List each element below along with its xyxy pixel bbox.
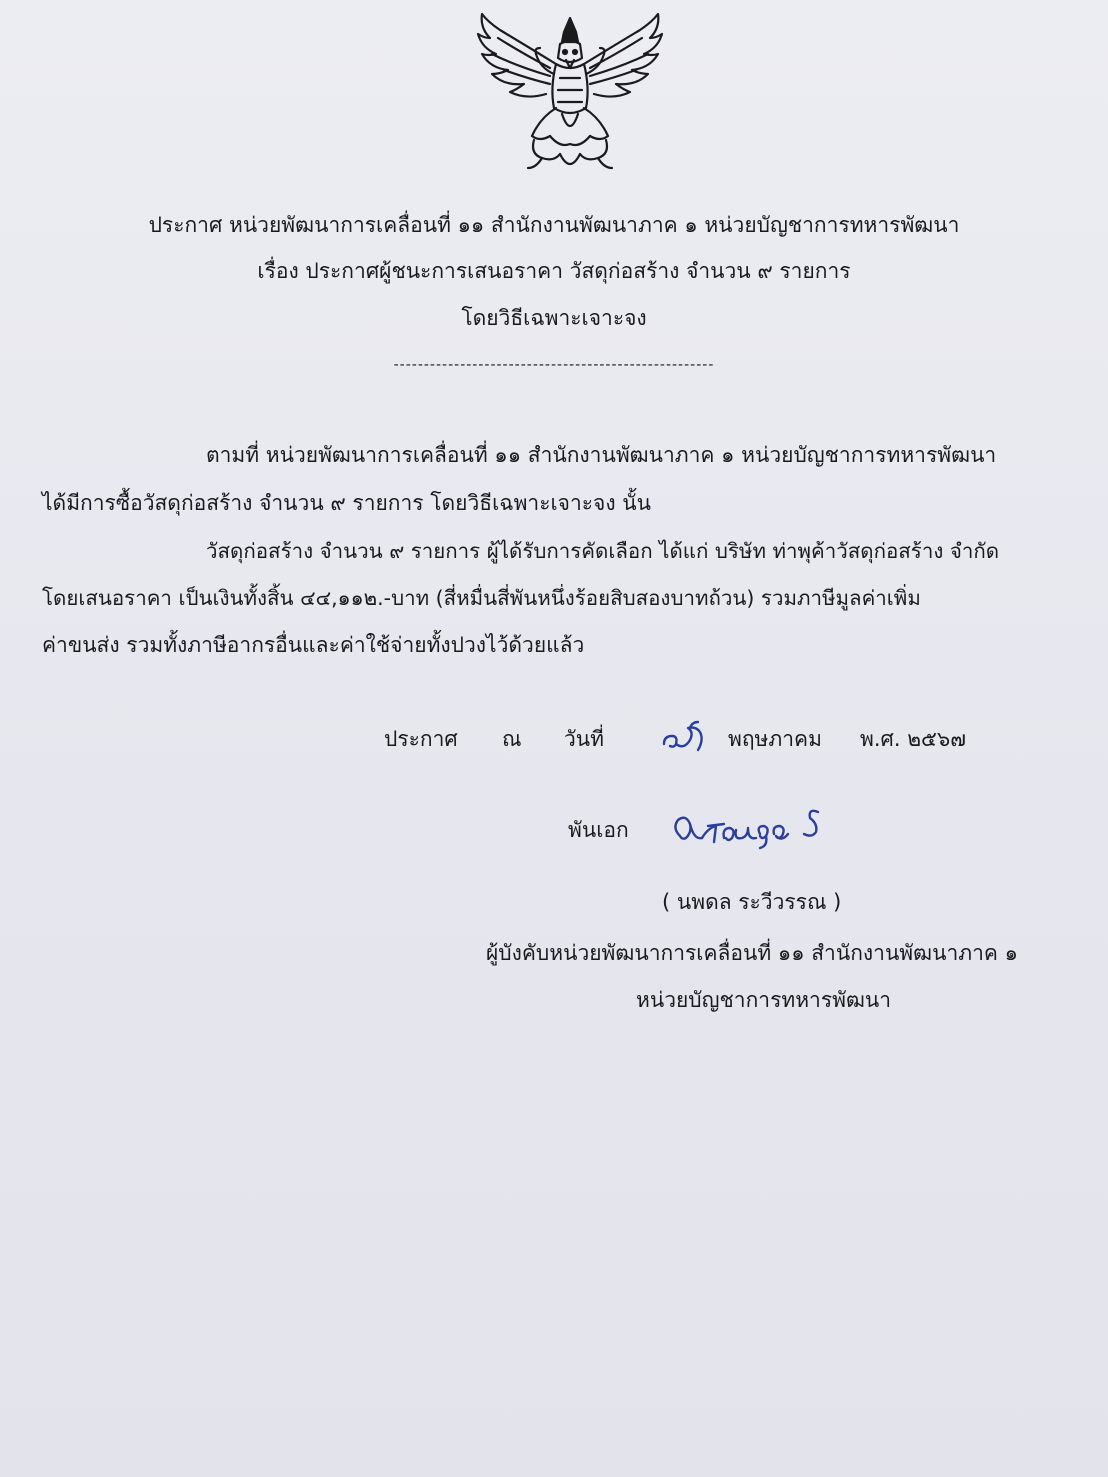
announcement-title: ประกาศ หน่วยพัฒนาการเคลื่อนที่ ๑๑ สำนักงานพัฒนาภาค ๑ หน่วยบัญชาการทหารพัฒนา — [148, 213, 960, 237]
signer-position-line1: ผู้บังคับหน่วยพัฒนาการเคลื่อนที่ ๑๑ สำนักงานพัฒนาภาค ๑ — [486, 941, 1018, 965]
date-day-label: วันที่ — [564, 727, 604, 751]
signer-position-line2: หน่วยบัญชาการทหารพัฒนา — [636, 988, 892, 1012]
handwritten-signature — [668, 798, 843, 853]
paragraph2-line3: ค่าขนส่ง รวมทั้งภาษีอากรอื่นและค่าใช้จ่ายทั้งปวงไว้ด้วยแล้ว — [42, 633, 585, 657]
signer-name: ( นพดล ระวีวรรณ ) — [662, 890, 842, 914]
paragraph2-line1: วัสดุก่อสร้าง จำนวน ๙ รายการ ผู้ได้รับการคัดเลือก ได้แก่ บริษัท ท่าพุค้าวัสดุก่อสร้าง จำกัด — [206, 539, 1000, 563]
announcement-method: โดยวิธีเฉพาะเจาะจง — [461, 306, 647, 330]
date-at-label: ณ — [502, 727, 522, 751]
paragraph2-line2: โดยเสนอราคา เป็นเงินทั้งสิ้น ๔๔,๑๑๒.-บาท (สี่หมื่นสี่พันหนึ่งร้อยสิบสองบาทถ้วน) รวมภาษีมูลค่าเพิ่ม — [42, 586, 921, 610]
paragraph1-line1: ตามที่ หน่วยพัฒนาการเคลื่อนที่ ๑๑ สำนักงานพัฒนาภาค ๑ หน่วยบัญชาการทหารพัฒนา — [206, 443, 997, 467]
signer-rank: พันเอก — [568, 818, 629, 842]
title-divider: ----------------------------------------------------- — [393, 357, 715, 373]
handwritten-day-number — [658, 718, 708, 758]
garuda-emblem-icon — [470, 8, 670, 180]
announcement-subject: เรื่อง ประกาศผู้ชนะการเสนอราคา วัสดุก่อสร้าง จำนวน ๙ รายการ — [257, 259, 851, 283]
date-announce-label: ประกาศ — [384, 727, 458, 751]
date-year: พ.ศ. ๒๕๖๗ — [860, 727, 967, 751]
paragraph1-line2: ได้มีการซื้อวัสดุก่อสร้าง จำนวน ๙ รายการ โดยวิธีเฉพาะเจาะจง นั้น — [42, 491, 651, 515]
date-month: พฤษภาคม — [728, 727, 822, 751]
